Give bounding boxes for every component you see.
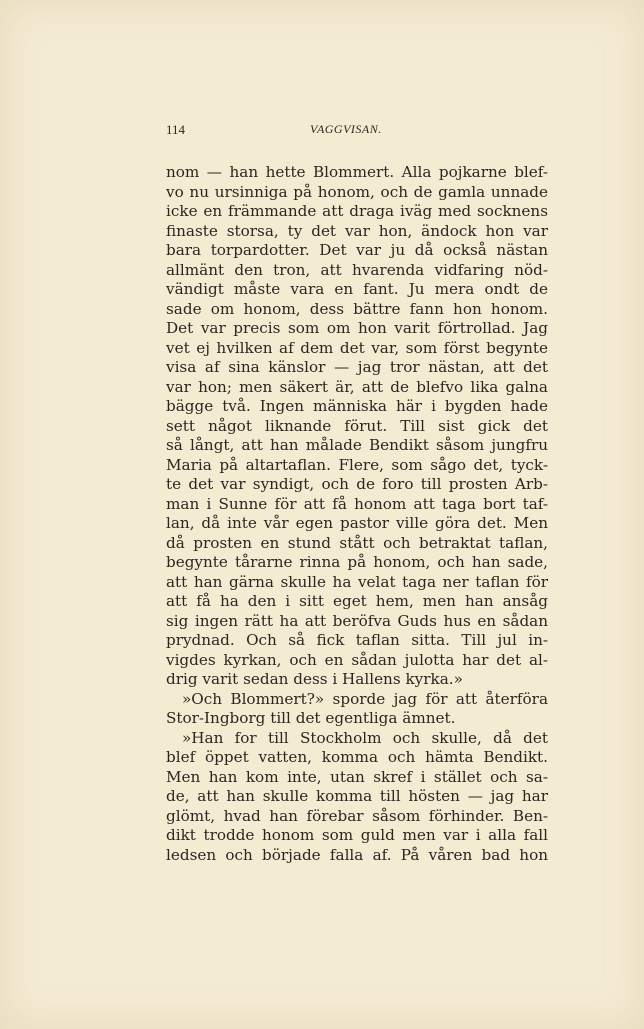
text-line: då prosten en stund stått och betraktat taflan, bbox=[166, 533, 548, 552]
text-line: vet ej hvilken af dem det var, som först begynte bbox=[166, 338, 548, 357]
text-line: Men han kom inte, utan skref i stället och sa- bbox=[166, 767, 548, 786]
text-line: visa af sina känslor — jag tror nästan, att det bbox=[166, 358, 548, 376]
text-line: blef öppet vatten, komma och hämta Bendikt. bbox=[166, 748, 548, 766]
text-line: prydnad. Och så fick taflan sitta. Till jul in- bbox=[166, 631, 548, 649]
text-line: vigdes kyrkan, och en sådan julotta har det al- bbox=[166, 650, 548, 669]
text-line: så långt, att han målade Bendikt såsom jungfru bbox=[166, 436, 548, 454]
text-line: sig ingen rätt ha att beröfva Guds hus en sådan bbox=[166, 611, 548, 630]
text-line: bägge två. Ingen människa här i bygden hade bbox=[166, 397, 548, 415]
text-line: »Och Blommert?» sporde jag för att återföra bbox=[182, 689, 548, 708]
text-line: te det var syndigt, och de foro till prosten Arb- bbox=[166, 475, 548, 493]
running-head: VAGGVISAN. bbox=[310, 122, 382, 136]
text-line: finaste storsa, ty det var hon, ändock hon var bbox=[166, 221, 548, 240]
text-line: vo nu ursinniga på honom, och de gamla unnade bbox=[166, 182, 548, 201]
text-line: glömt, hvad han förebar såsom förhinder. Ben- bbox=[166, 806, 548, 825]
text-line: allmänt den tron, att hvarenda vidfaring nöd- bbox=[166, 260, 548, 279]
text-line: lan, då inte vår egen pastor ville göra det. Men bbox=[166, 514, 548, 532]
text-line: Det var precis som om hon varit förtrollad. Jag bbox=[166, 319, 548, 337]
text-line: var hon; men säkert är, att de blefvo lika galna bbox=[166, 377, 548, 396]
text-line: Maria på altartaflan. Flere, som sågo det, tyck- bbox=[166, 455, 548, 474]
body-text bbox=[166, 163, 548, 865]
text-line: begynte tårarne rinna på honom, och han sade, bbox=[166, 553, 548, 571]
text-line: Stor-Ingborg till det egentliga ämnet. bbox=[166, 709, 456, 727]
text-line: bara torpardotter. Det var ju då också nästan bbox=[166, 241, 548, 259]
text-line: ledsen och började falla af. På våren bad hon bbox=[166, 845, 548, 864]
text-line: dikt trodde honom som guld men var i alla fall bbox=[166, 826, 548, 844]
text-line: man i Sunne för att få honom att taga bort taf- bbox=[166, 494, 548, 513]
text-line: de, att han skulle komma till hösten — jag har bbox=[166, 787, 548, 805]
text-line: nom — han hette Blommert. Alla pojkarne blef- bbox=[166, 163, 548, 181]
text-line: sade om honom, dess bättre fann hon honom. bbox=[166, 299, 548, 318]
page-header bbox=[166, 122, 546, 140]
text-line: drig varit sedan dess i Hallens kyrka.» bbox=[166, 670, 463, 688]
text-line: vändigt måste vara en fant. Ju mera ondt de bbox=[166, 280, 548, 298]
text-line: att han gärna skulle ha velat taga ner taflan för bbox=[166, 572, 548, 591]
text-line: att få ha den i sitt eget hem, men han ansåg bbox=[166, 592, 548, 610]
page-number: 114 bbox=[166, 122, 186, 137]
text-line: sett något liknande förut. Till sist gick det bbox=[166, 416, 548, 435]
text-line: »Han for till Stockholm och skulle, då det bbox=[182, 728, 548, 747]
text-line: icke en främmande att draga iväg med socknens bbox=[166, 202, 548, 220]
